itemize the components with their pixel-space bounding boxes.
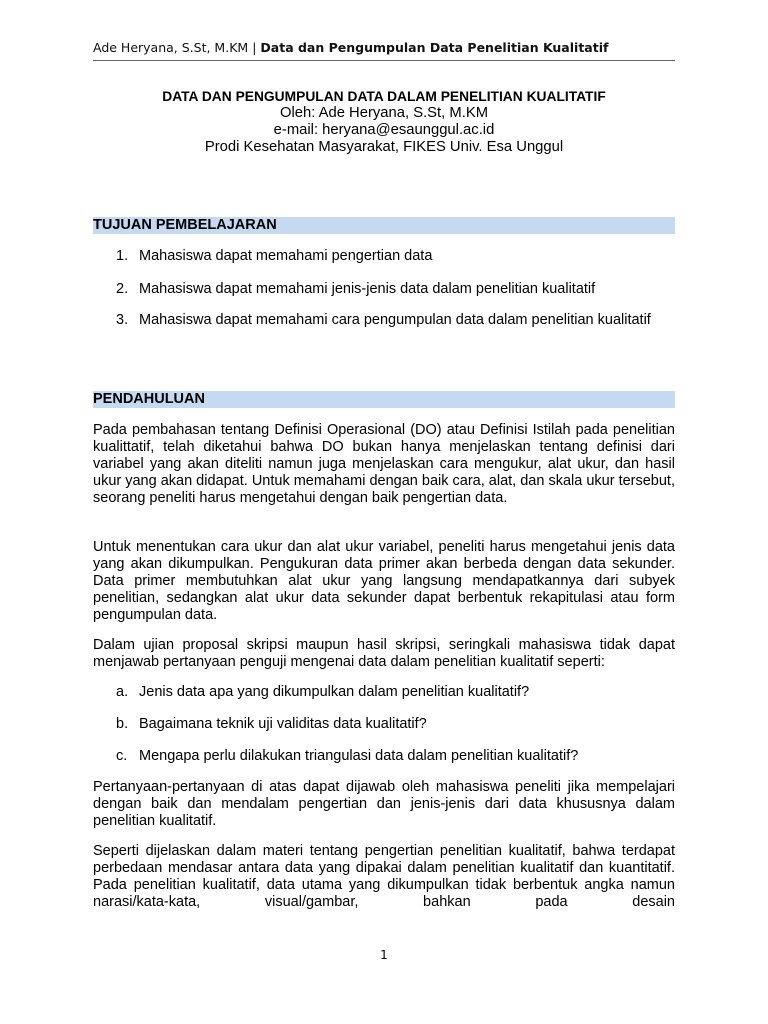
- list-item-text: Mahasiswa dapat memahami cara pengumpulan data dalam penelitian kualitatif: [139, 312, 651, 328]
- header-doc-title: Data dan Pengumpulan Data Penelitian Kualitatif: [260, 40, 609, 55]
- list-item-number: 2.: [116, 281, 129, 297]
- paragraph-3: Dalam ujian proposal skripsi maupun hasil skripsi, seringkali mahasiswa tidak dapat menjawab pertanyaan penguji mengenai data dalam penelitian kualitatif seperti:: [93, 637, 675, 670]
- list-item: [93, 748, 675, 765]
- list-item: [93, 281, 675, 298]
- list-item-text: Mahasiswa dapat memahami pengertian data: [139, 248, 433, 264]
- email-line: e-mail: heryana@esaunggul.ac.id: [273, 122, 495, 138]
- paragraph-2: Untuk menentukan cara ukur dan alat ukur variabel, peneliti harus mengetahui jenis data yang akan dikumpulkan. Pengukuran data primer akan berbeda dengan data sekunder. Data primer membutuhkan alat ukur yang langsung mendapatkannya dari subyek penelitian, sedangkan alat ukur data sekunder dapat berbentuk rekapitulasi atau form pengumpulan data.: [93, 539, 675, 623]
- section-heading-tujuan: TUJUAN PEMBELAJARAN: [93, 217, 675, 234]
- list-item: [93, 684, 675, 701]
- section-heading-pendahuluan: PENDAHULUAN: [93, 391, 675, 408]
- document-title: DATA DAN PENGUMPULAN DATA DALAM PENELITIAN KUALITATIF: [162, 89, 606, 104]
- list-item-number: 1.: [116, 248, 129, 264]
- header-author: Ade Heryana, S.St, M.KM: [93, 40, 249, 55]
- paragraph-5: Seperti dijelaskan dalam materi tentang pengertian penelitian kualitatif, bahwa terdapat perbedaan mendasar antara data yang dipakai dalam penelitian kualitatif dan kuantitatif. Pada penelitian kualitatif, data utama yang dikumpulkan tidak berbentuk angka namun narasi/kata-kata, visual/gambar, bahkan pada desain: [93, 843, 675, 910]
- list-item-text: Jenis data apa yang dikumpulkan dalam penelitian kualitatif?: [139, 684, 530, 700]
- list-item-letter: a.: [116, 684, 129, 700]
- paragraph-1: Pada pembahasan tentang Definisi Operasional (DO) atau Definisi Istilah pada penelitian kualittatif, telah diketahui bahwa DO bukan hanya menjelaskan tentang definisi dari variabel yang akan diteliti namun juga menjelaskan cara mengukur, alat ukur, dan hasil ukur yang akan didapat. Untuk memahami dengan baik cara, alat, dan skala ukur tersebut, seorang peneliti harus mengetahui dengan baik pengertian data.: [93, 422, 675, 506]
- page-number: 1: [380, 948, 388, 962]
- list-item-letter: b.: [116, 716, 129, 732]
- author-line: Oleh: Ade Heryana, S.St, M.KM: [279, 105, 489, 121]
- list-item: [93, 248, 675, 265]
- list-item-text: Mahasiswa dapat memahami jenis-jenis data dalam penelitian kualitatif: [139, 281, 596, 297]
- title-block: [93, 88, 675, 156]
- list-item-text: Bagaimana teknik uji validitas data kualitatif?: [139, 716, 427, 732]
- list-item: [93, 312, 675, 329]
- header-separator: |: [252, 40, 257, 55]
- list-item-text: Mengapa perlu dilakukan triangulasi data dalam penelitian kualitatif?: [139, 748, 579, 764]
- affiliation-line: Prodi Kesehatan Masyarakat, FIKES Univ. Esa Unggul: [204, 139, 564, 155]
- running-header: [93, 40, 675, 61]
- list-item-letter: c.: [116, 748, 128, 764]
- list-item: [93, 716, 675, 733]
- paragraph-4: Pertanyaan-pertanyaan di atas dapat dijawab oleh mahasiswa peneliti jika mempelajari dengan baik dan mendalam pengertian dan jenis-jenis dari data khususnya dalam penelitian kualitatif.: [93, 779, 675, 829]
- list-item-number: 3.: [116, 312, 129, 328]
